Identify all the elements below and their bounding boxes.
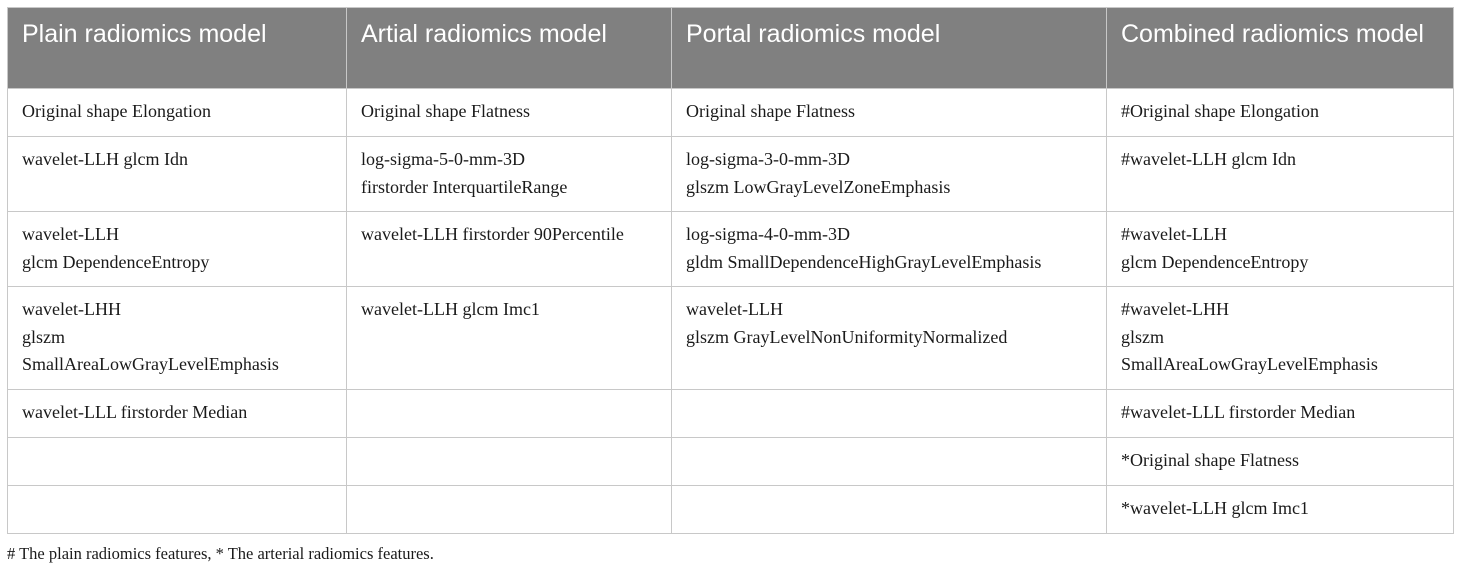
cell-text-line: #wavelet-LLH glcm Idn (1121, 149, 1296, 169)
table-cell (347, 437, 672, 485)
cell-text-line: wavelet-LLH firstorder 90Percentile (361, 224, 624, 244)
table-row (8, 389, 1454, 437)
cell-text-line: #wavelet-LLH (1121, 224, 1227, 244)
cell-text-line: #Original shape Elongation (1121, 101, 1319, 121)
cell-text-line: *Original shape Flatness (1121, 449, 1299, 470)
table-cell (8, 212, 347, 287)
header-combined-model: Combined radiomics model (1107, 8, 1454, 89)
header-row (8, 8, 1454, 89)
table-row (8, 485, 1454, 533)
cell-text-line: *wavelet-LLH glcm Imc1 (1121, 497, 1309, 518)
cell-text-line: glszm LowGrayLevelZoneEmphasis (686, 176, 951, 197)
cell-text-line: #wavelet-LLL firstorder Median (1121, 401, 1356, 422)
table-cell (347, 485, 672, 533)
cell-text-line: SmallAreaLowGrayLevelEmphasis (22, 354, 279, 374)
table-cell (1107, 437, 1454, 485)
table-cell (347, 89, 672, 137)
cell-text-line: Original shape Flatness (361, 101, 530, 121)
table-cell (672, 485, 1107, 533)
header-artial-model: Artial radiomics model (347, 8, 672, 89)
table-cell (347, 212, 672, 287)
table-row (8, 287, 1454, 390)
cell-text-line: firstorder InterquartileRange (361, 176, 568, 197)
cell-text-line: wavelet-LLH (22, 224, 119, 244)
table-footnote: # The plain radiomics features, * The arterial radiomics features. (7, 544, 434, 563)
header-portal-model: Portal radiomics model (672, 8, 1107, 89)
cell-text-line: gldm SmallDependenceHighGrayLevelEmphasis (686, 251, 1042, 272)
table-cell (8, 89, 347, 137)
table-cell (672, 389, 1107, 437)
feature-table-container (7, 7, 1453, 534)
table-cell (347, 389, 672, 437)
table-cell (672, 137, 1107, 212)
table-cell (347, 137, 672, 212)
cell-text-line: Original shape Elongation (22, 101, 211, 121)
table-body (8, 89, 1454, 534)
cell-text-line: glszm GrayLevelNonUniformityNormalized (686, 326, 1008, 347)
table-row (8, 212, 1454, 287)
table-cell (8, 389, 347, 437)
table-cell (1107, 212, 1454, 287)
table-cell (672, 287, 1107, 390)
cell-text-line: log-sigma-3-0-mm-3D (686, 149, 850, 169)
table-cell (347, 287, 672, 390)
header-plain-model: Plain radiomics model (8, 8, 347, 89)
table-cell (672, 89, 1107, 137)
table-cell (8, 437, 347, 485)
cell-text-line: log-sigma-5-0-mm-3D (361, 149, 525, 169)
table-cell (1107, 485, 1454, 533)
cell-text-line: wavelet-LLH glcm Idn (22, 149, 188, 169)
cell-text-line: log-sigma-4-0-mm-3D (686, 224, 850, 244)
table-cell (672, 212, 1107, 287)
table-cell (1107, 287, 1454, 390)
table-cell (8, 137, 347, 212)
table-header (8, 8, 1454, 89)
cell-text-line: wavelet-LLL firstorder Median (22, 401, 248, 422)
table-row (8, 437, 1454, 485)
table-cell (672, 437, 1107, 485)
cell-text-line: SmallAreaLowGrayLevelEmphasis (1121, 354, 1378, 374)
table-cell (8, 287, 347, 390)
cell-text-line: glcm DependenceEntropy (1121, 251, 1309, 272)
cell-text-line: glszm (22, 326, 65, 347)
table-row (8, 137, 1454, 212)
cell-text-line: wavelet-LLH (686, 299, 783, 319)
cell-text-line: wavelet-LLH glcm Imc1 (361, 299, 540, 319)
table-row (8, 89, 1454, 137)
table-cell (1107, 389, 1454, 437)
cell-text-line: Original shape Flatness (686, 101, 855, 121)
cell-text-line: wavelet-LHH (22, 299, 121, 319)
cell-text-line: glcm DependenceEntropy (22, 251, 210, 272)
table-cell (1107, 89, 1454, 137)
radiomics-feature-table (7, 7, 1454, 534)
cell-text-line: #wavelet-LHH (1121, 299, 1229, 319)
cell-text-line: glszm (1121, 326, 1164, 347)
table-cell (8, 485, 347, 533)
table-cell (1107, 137, 1454, 212)
